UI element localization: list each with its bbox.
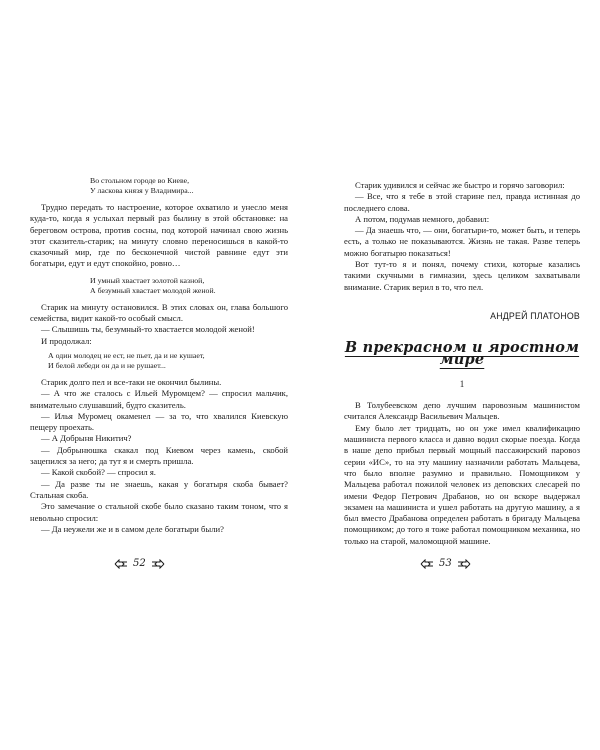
paragraph: Трудно передать то настроение, которое охватило и унесло меня куда-то, когда я услыхал первый раз былину в этой обстановке: на береговом острова, против сосны, под которой начинал свою жизнь этот сказитель-старик; на минуту словно переносишься в какой-то сказочный мир, где по бесконечной чистой равнине едут эти богатыри, едут и едут спокойно, ровно… xyxy=(30,202,288,269)
verse-line: А безумный хвастает молодой женой. xyxy=(90,285,216,295)
verse-line: У ласкова князя у Владимира... xyxy=(90,186,194,195)
verse-line: И умный хвастает золотой казной, xyxy=(90,275,205,285)
paragraph: — Да знаешь что, — они, богатыри-то, может быть, и теперь есть, а только не показываются. Жизнь не такая. Разве теперь можно богатырю показаться! xyxy=(344,225,580,258)
verse-line: И белой лебеди он да и не рушает... xyxy=(48,360,166,370)
page-number-left xyxy=(114,558,165,569)
paragraph: — Да разве ты не знаешь, какая у богатыря скоба бывает? Стальная скоба. xyxy=(30,478,288,500)
paragraph: И продолжал: xyxy=(41,335,92,346)
paragraph: Ему было лет тридцать, но он уже имел квалификацию машиниста первого класса и давно водил скорые поезда. Когда в наше депо прибыл первый мощный пассажирский паровоз серии «ИС», то на эту машину назначили работать Мальцева, что было вполне разумно и правильно. Помощником у Мальцева работал пожилой человек из деповских слесарей по имени Федор Петрович Драбанов, но он вскоре выдержал экзамен на машиниста и ушел работать на другую машину, а я был вместо Драбанова определен работать в бригаду Мальцева помощником; до того я тоже работал помощником механика, но только на старой, маломощной машине. xyxy=(344,422,580,546)
left-text-column xyxy=(30,176,288,535)
verse-line: А один молодец не ест, не пьет, да и не кушает, xyxy=(48,350,205,360)
paragraph: Вот тут-то я и понял, почему стихи, которые казались такими скучными в гимназии, здесь целиком захватывали внимание. Старик верил в то, что пел. xyxy=(344,259,580,292)
page-number-text: 52 xyxy=(133,558,146,569)
ornament-left-icon xyxy=(114,559,128,569)
chapter-number: 1 xyxy=(459,378,465,389)
paragraph: — Какой скобой? — спросил я. xyxy=(41,467,156,478)
paragraph: Старик на минуту остановился. В этих словах он, глава большого семейства, видит какой-то особый смысл. xyxy=(30,301,288,324)
paragraph: — А что же сталось с Ильей Муромцем? — спросил мальчик, внимательно слушавший, будто сказитель. xyxy=(30,388,288,410)
paragraph: Старик долго пел и все-таки не окончил былины. xyxy=(41,376,222,387)
page-number-text: 53 xyxy=(439,558,452,569)
paragraph: Старик удивился и сейчас же быстро и горячо заговорил: xyxy=(355,180,565,190)
paragraph: — А Добрыня Никитич? xyxy=(41,433,132,444)
paragraph: Это замечание о стальной скобе было сказано таким тоном, что я невольно спросил: xyxy=(30,501,288,523)
paragraph: — Все, что я тебе в этой старине пел, правда истинная до последнего слова. xyxy=(344,191,580,213)
paragraph: А потом, подумав немного, добавил: xyxy=(355,213,490,224)
author-name: АНДРЕЙ ПЛАТОНОВ xyxy=(490,310,580,321)
story-title: В прекрасном и яростном мире xyxy=(344,339,580,368)
ornament-right-icon xyxy=(151,559,165,569)
paragraph: — Илья Муромец окаменел — за то, что хвалился Киевскую пещеру проехать. xyxy=(30,410,288,433)
paragraph: В Толубеевском депо лучшим паровозным машинистом считался Александр Васильевич Мальцев. xyxy=(344,400,580,422)
verse-line: Во стольном городе во Киеве, xyxy=(90,176,190,185)
page-number-right xyxy=(420,558,471,569)
paragraph: — Добрынюшка скакал под Киевом через камень, скобой зацепился за него; да тут я и смерть пришла. xyxy=(30,444,288,467)
ornament-right-icon xyxy=(457,559,471,569)
right-page xyxy=(300,0,600,750)
verse-quote-2 xyxy=(30,276,288,296)
verse-quote-3 xyxy=(30,351,288,371)
right-text-column xyxy=(344,180,580,547)
ornament-left-icon xyxy=(420,559,434,569)
paragraph: — Да неужели же и в самом деле богатыри были? xyxy=(41,523,224,534)
verse-quote-1 xyxy=(30,176,288,196)
paragraph: — Слышишь ты, безумный-то хвастается молодой женой! xyxy=(41,324,255,335)
